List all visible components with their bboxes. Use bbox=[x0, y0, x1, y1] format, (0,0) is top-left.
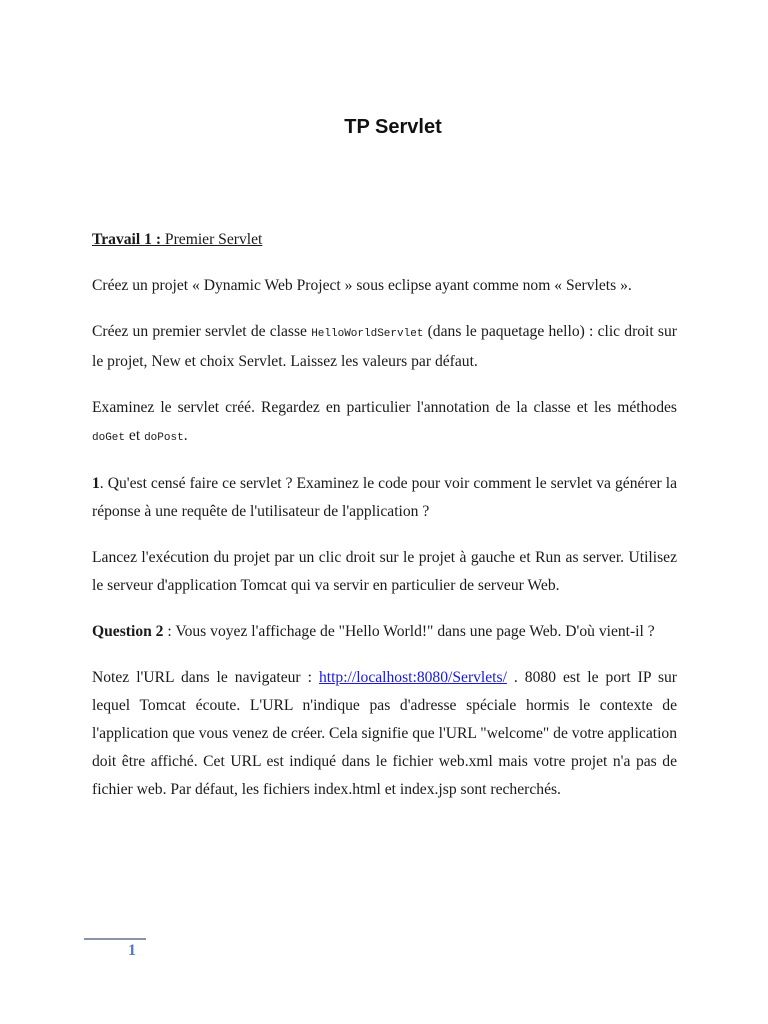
paragraph-text: : Vous voyez l'affichage de "Hello World!" dans une page Web. D'où vient-il ? bbox=[163, 623, 655, 640]
paragraph-create-project: Créez un projet « Dynamic Web Project » sous eclipse ayant comme nom « Servlets ». bbox=[92, 277, 632, 294]
paragraph-text: et bbox=[125, 427, 145, 444]
section-heading-title: Premier Servlet bbox=[161, 231, 263, 248]
section-heading-label: Travail 1 : bbox=[92, 231, 162, 248]
code-doget: doGet bbox=[92, 432, 126, 444]
document-body bbox=[92, 226, 677, 822]
question-label: Question 2 bbox=[92, 623, 164, 640]
footer-divider bbox=[84, 938, 146, 940]
paragraph-text: Créez un premier servlet de classe bbox=[92, 323, 312, 340]
paragraph-examine-servlet bbox=[92, 394, 677, 452]
page-number: 1 bbox=[128, 942, 136, 959]
paragraph-url-note bbox=[92, 664, 677, 804]
code-dopost: doPost bbox=[144, 432, 184, 444]
page-title: TP Servlet bbox=[344, 116, 442, 138]
paragraph-question-1 bbox=[92, 470, 677, 526]
question-number: 1 bbox=[92, 475, 100, 492]
paragraph-create-servlet bbox=[92, 318, 677, 376]
code-class-name: HelloWorldServlet bbox=[311, 328, 424, 340]
paragraph-text: . bbox=[183, 427, 188, 444]
paragraph-text: Notez l'URL dans le navigateur : bbox=[92, 669, 319, 686]
paragraph-text: . 8080 est le port IP sur lequel Tomcat écoute. L'URL n'indique pas d'adresse spéciale hormis le contexte de l'application que vous venez de créer. Cela signifie que l'URL "welcome" de votre application doit être affiché. Cet URL est indiqué dans le fichier web.xml mais votre projet n'a pas de fichier web. Par défaut, les fichiers index.html et index.jsp sont recherchés. bbox=[92, 669, 678, 798]
localhost-link[interactable]: http://localhost:8080/Servlets/ bbox=[318, 669, 507, 686]
paragraph-text: Examinez le servlet créé. Regardez en particulier l'annotation de la classe et les méthodes bbox=[92, 399, 677, 416]
paragraph-text: (dans le paquetage hello) : clic droit sur le projet, New et choix Servlet. Laissez les valeurs par défaut. bbox=[92, 323, 677, 370]
section-heading bbox=[92, 226, 677, 254]
paragraph-run-project: Lancez l'exécution du projet par un clic droit sur le projet à gauche et Run as server. Utilisez le serveur d'application Tomcat qui va servir en particulier de serveur Web. bbox=[92, 549, 677, 594]
paragraph-question-2 bbox=[92, 618, 677, 646]
paragraph-text: . Qu'est censé faire ce servlet ? Examinez le code pour voir comment le servlet va générer la réponse à une requête de l'utilisateur de l'application ? bbox=[92, 475, 677, 520]
